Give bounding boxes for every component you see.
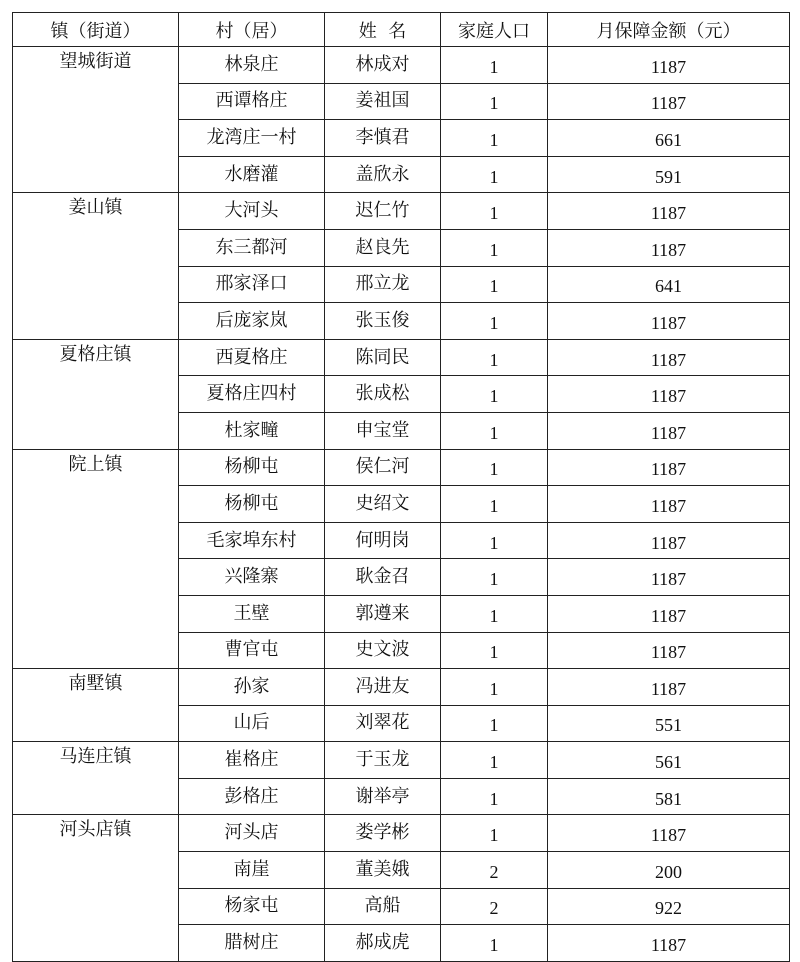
name-cell: 高船 — [325, 888, 441, 925]
name-cell: 林成对 — [325, 47, 441, 84]
header-name: 姓 名 — [325, 13, 441, 47]
monthly-amount-cell: 922 — [548, 888, 790, 925]
monthly-amount-cell: 1187 — [548, 925, 790, 962]
monthly-amount-cell: 1187 — [548, 815, 790, 852]
household-size-cell: 1 — [441, 339, 548, 376]
monthly-amount-cell: 551 — [548, 705, 790, 742]
table-header-row — [13, 13, 790, 47]
name-cell: 刘翠花 — [325, 705, 441, 742]
name-cell: 耿金召 — [325, 559, 441, 596]
village-cell: 孙家 — [179, 669, 325, 706]
household-size-cell: 1 — [441, 632, 548, 669]
town-cell: 夏格庄镇 — [13, 339, 179, 449]
header-monthly-amount: 月保障金额（元） — [548, 13, 790, 47]
name-cell: 郭遵来 — [325, 595, 441, 632]
monthly-amount-cell: 1187 — [548, 559, 790, 596]
town-cell: 河头店镇 — [13, 815, 179, 961]
village-cell: 杨柳屯 — [179, 486, 325, 523]
village-cell: 大河头 — [179, 193, 325, 230]
village-cell: 杨柳屯 — [179, 449, 325, 486]
table-row — [13, 339, 790, 376]
household-size-cell: 1 — [441, 120, 548, 157]
household-size-cell: 1 — [441, 47, 548, 84]
village-cell: 曹官屯 — [179, 632, 325, 669]
table-body — [13, 47, 790, 962]
household-size-cell: 1 — [441, 412, 548, 449]
name-cell: 迟仁竹 — [325, 193, 441, 230]
village-cell: 西夏格庄 — [179, 339, 325, 376]
village-cell: 山后 — [179, 705, 325, 742]
village-cell: 东三都河 — [179, 229, 325, 266]
monthly-amount-cell: 1187 — [548, 303, 790, 340]
name-cell: 冯进友 — [325, 669, 441, 706]
table-row — [13, 669, 790, 706]
name-cell: 张成松 — [325, 376, 441, 413]
table-row — [13, 47, 790, 84]
header-household-size: 家庭人口 — [441, 13, 548, 47]
monthly-amount-cell: 200 — [548, 852, 790, 889]
welfare-table — [12, 12, 790, 962]
monthly-amount-cell: 1187 — [548, 83, 790, 120]
monthly-amount-cell: 591 — [548, 156, 790, 193]
household-size-cell: 1 — [441, 815, 548, 852]
village-cell: 西谭格庄 — [179, 83, 325, 120]
name-cell: 郝成虎 — [325, 925, 441, 962]
village-cell: 林泉庄 — [179, 47, 325, 84]
household-size-cell: 1 — [441, 376, 548, 413]
household-size-cell: 1 — [441, 486, 548, 523]
village-cell: 毛家埠东村 — [179, 522, 325, 559]
town-cell: 望城街道 — [13, 47, 179, 193]
village-cell: 兴隆寨 — [179, 559, 325, 596]
household-size-cell: 1 — [441, 669, 548, 706]
header-town: 镇（街道） — [13, 13, 179, 47]
household-size-cell: 1 — [441, 742, 548, 779]
village-cell: 南崖 — [179, 852, 325, 889]
monthly-amount-cell: 1187 — [548, 376, 790, 413]
name-cell: 张玉俊 — [325, 303, 441, 340]
monthly-amount-cell: 1187 — [548, 229, 790, 266]
household-size-cell: 1 — [441, 449, 548, 486]
monthly-amount-cell: 1187 — [548, 486, 790, 523]
monthly-amount-cell: 1187 — [548, 632, 790, 669]
monthly-amount-cell: 641 — [548, 266, 790, 303]
town-cell: 南墅镇 — [13, 669, 179, 742]
name-cell: 赵良先 — [325, 229, 441, 266]
name-cell: 史绍文 — [325, 486, 441, 523]
village-cell: 后庞家岚 — [179, 303, 325, 340]
name-cell: 邢立龙 — [325, 266, 441, 303]
village-cell: 杜家疃 — [179, 412, 325, 449]
village-cell: 邢家泽口 — [179, 266, 325, 303]
name-cell: 何明岗 — [325, 522, 441, 559]
monthly-amount-cell: 1187 — [548, 412, 790, 449]
monthly-amount-cell: 561 — [548, 742, 790, 779]
monthly-amount-cell: 1187 — [548, 522, 790, 559]
household-size-cell: 1 — [441, 925, 548, 962]
household-size-cell: 1 — [441, 303, 548, 340]
name-cell: 于玉龙 — [325, 742, 441, 779]
name-cell: 史文波 — [325, 632, 441, 669]
household-size-cell: 1 — [441, 193, 548, 230]
household-size-cell: 1 — [441, 156, 548, 193]
household-size-cell: 1 — [441, 522, 548, 559]
table-row — [13, 742, 790, 779]
table-row — [13, 193, 790, 230]
monthly-amount-cell: 1187 — [548, 449, 790, 486]
name-cell: 董美娥 — [325, 852, 441, 889]
household-size-cell: 1 — [441, 705, 548, 742]
name-cell: 陈同民 — [325, 339, 441, 376]
village-cell: 杨家屯 — [179, 888, 325, 925]
monthly-amount-cell: 1187 — [548, 595, 790, 632]
name-cell: 盖欣永 — [325, 156, 441, 193]
village-cell: 河头店 — [179, 815, 325, 852]
monthly-amount-cell: 581 — [548, 778, 790, 815]
name-cell: 申宝堂 — [325, 412, 441, 449]
village-cell: 崔格庄 — [179, 742, 325, 779]
name-cell: 谢举亭 — [325, 778, 441, 815]
household-size-cell: 2 — [441, 888, 548, 925]
village-cell: 水磨灌 — [179, 156, 325, 193]
household-size-cell: 2 — [441, 852, 548, 889]
monthly-amount-cell: 661 — [548, 120, 790, 157]
name-cell: 李慎君 — [325, 120, 441, 157]
table-row — [13, 449, 790, 486]
household-size-cell: 1 — [441, 266, 548, 303]
name-cell: 侯仁河 — [325, 449, 441, 486]
monthly-amount-cell: 1187 — [548, 193, 790, 230]
monthly-amount-cell: 1187 — [548, 669, 790, 706]
household-size-cell: 1 — [441, 229, 548, 266]
village-cell: 腊树庄 — [179, 925, 325, 962]
name-cell: 姜祖国 — [325, 83, 441, 120]
household-size-cell: 1 — [441, 83, 548, 120]
household-size-cell: 1 — [441, 559, 548, 596]
monthly-amount-cell: 1187 — [548, 47, 790, 84]
town-cell: 院上镇 — [13, 449, 179, 669]
town-cell: 马连庄镇 — [13, 742, 179, 815]
monthly-amount-cell: 1187 — [548, 339, 790, 376]
village-cell: 彭格庄 — [179, 778, 325, 815]
village-cell: 夏格庄四村 — [179, 376, 325, 413]
household-size-cell: 1 — [441, 778, 548, 815]
header-village: 村（居） — [179, 13, 325, 47]
town-cell: 姜山镇 — [13, 193, 179, 339]
household-size-cell: 1 — [441, 595, 548, 632]
village-cell: 王壁 — [179, 595, 325, 632]
village-cell: 龙湾庄一村 — [179, 120, 325, 157]
name-cell: 娄学彬 — [325, 815, 441, 852]
table-row — [13, 815, 790, 852]
